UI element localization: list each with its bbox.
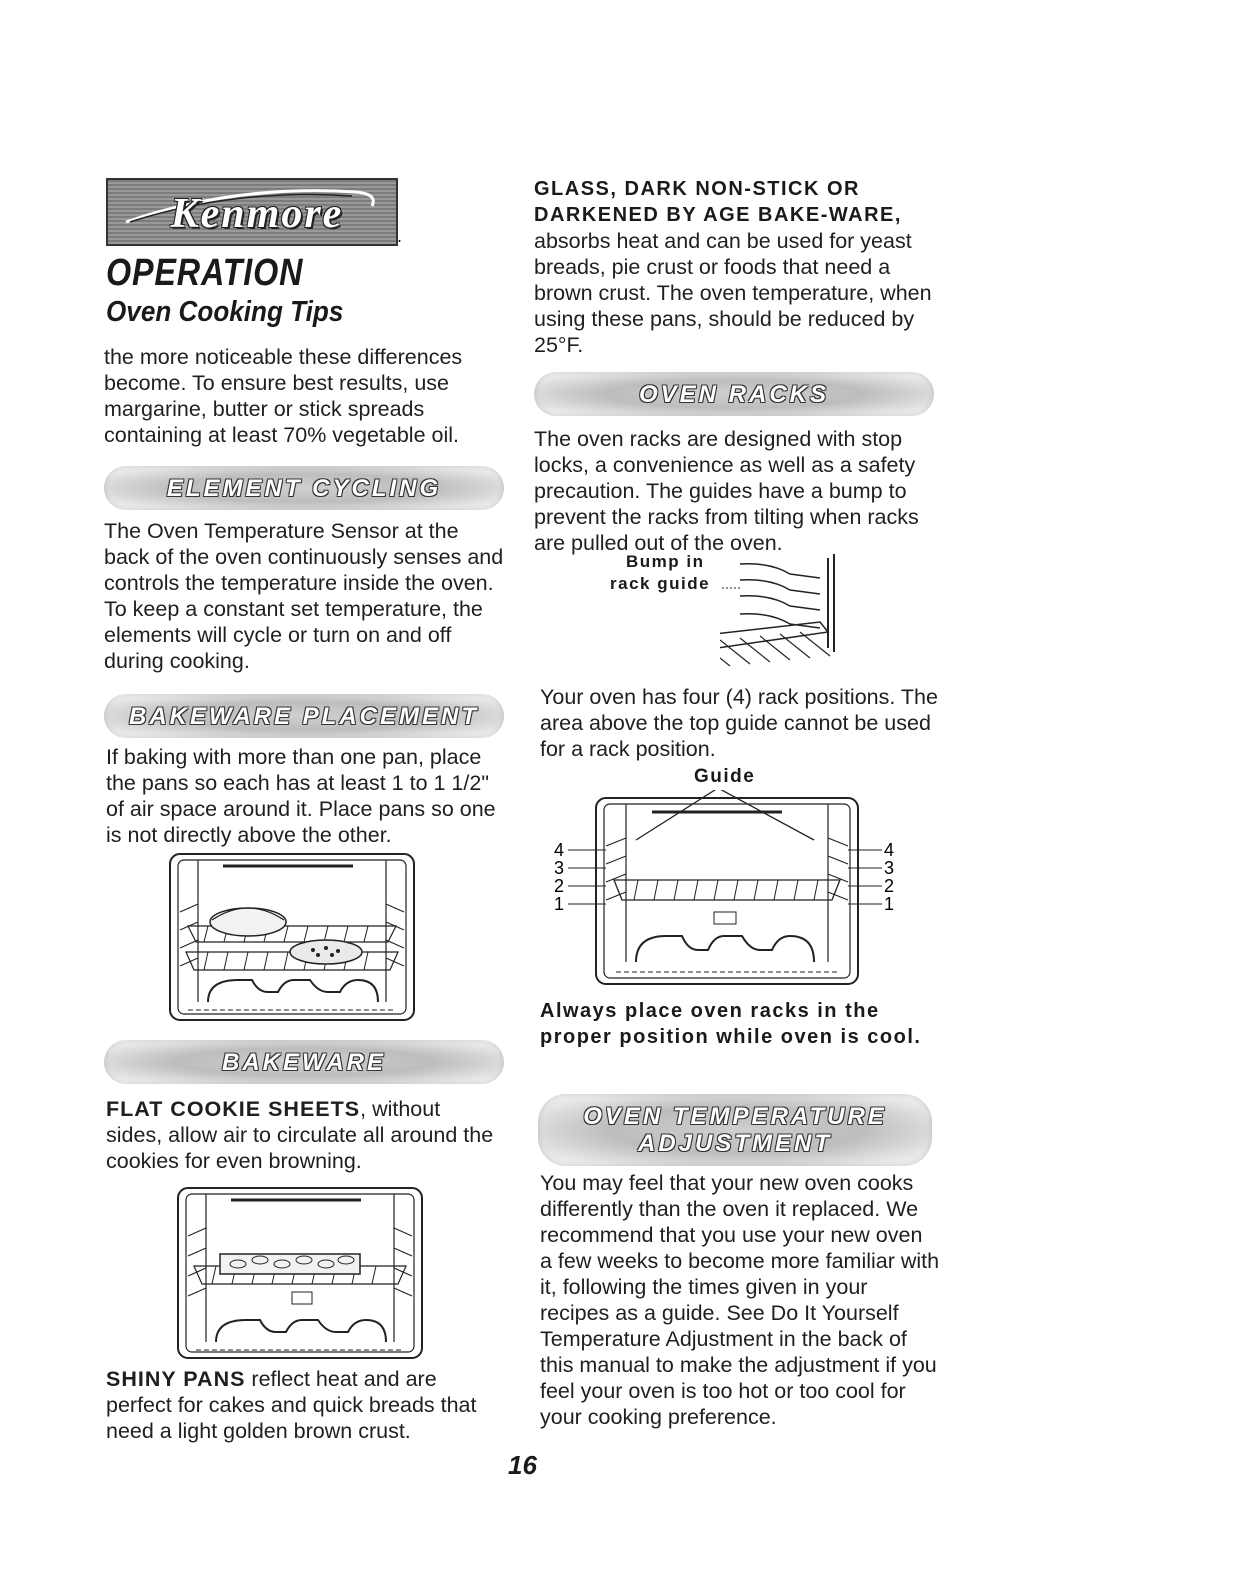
temp-adjust-title	[583, 1103, 887, 1157]
shiny-pans-text: reflect heat and are perfect for cakes and quick breads that need a light golden brown crust.	[106, 1367, 477, 1443]
rack-number-right-3: 3	[884, 858, 895, 878]
temp-adjust-banner	[538, 1094, 932, 1166]
bump-label-line2: rack guide	[610, 574, 711, 593]
rack-number-right-4: 4	[884, 840, 895, 860]
bump-label-line1: Bump in	[626, 552, 705, 571]
rack-number-left-4: 4	[554, 840, 565, 860]
oven-racks-text: The oven racks are designed with stop locks, a convenience as well as a safety precaution. The guides have a bump to prevent the racks from tilting when racks are pulled out of the oven.	[534, 427, 919, 555]
rack-number-right-1: 1	[884, 894, 895, 914]
flat-cookie-sheets-text: , without sides, allow air to circulate all around the cookies for even browning.	[106, 1097, 494, 1173]
glass-bakeware-text: absorbs heat and can be used for yeast breads, pie crust or foods that need a brown crust. The oven temperature, when using these pans, should be reduced by 25°F.	[534, 229, 932, 357]
element-cycling-text: The Oven Temperature Sensor at the back of the oven continuously senses and controls the temperature inside the oven. To keep a constant set temperature, the elements will cycle or turn on and off during cooking.	[104, 519, 504, 673]
glass-bakeware-heading: GLASS, DARK NON-STICK OR DARKENED BY AGE BAKE-WARE,	[534, 178, 902, 226]
rack-number-left-1: 1	[554, 894, 565, 914]
page-subtitle: Oven Cooking Tips	[106, 296, 344, 328]
rack-guide-bump-illustration	[720, 552, 850, 682]
rack-number-left-2: 2	[554, 876, 565, 896]
section-title: OPERATION	[106, 252, 304, 294]
element-cycling-title: ELEMENT CYCLING	[166, 474, 442, 502]
oven-racks-title: OVEN RACKS	[638, 380, 830, 408]
guide-label: Guide	[694, 766, 756, 787]
shiny-pans-label: SHINY PANS	[106, 1367, 246, 1391]
rack-positions-text: Your oven has four (4) rack positions. The area above the top guide cannot be used for a rack position.	[540, 685, 938, 761]
temp-adjust-title-line1: OVEN TEMPERATURE	[583, 1103, 887, 1130]
oven-cookie-sheet-illustration	[176, 1186, 426, 1362]
flat-cookie-sheets-paragraph	[106, 1096, 496, 1174]
rack-positions-diagram	[552, 790, 902, 990]
shiny-pans-paragraph	[106, 1366, 506, 1444]
temp-adjust-text: You may feel that your new oven cooks differently than the oven it replaced. We recommend that you use your new oven a few weeks to become more familiar with it, following the times given in your recipes as a guide. See Do It Yourself Temperature Adjustment in the back of this manual to make the adjustment if you feel your oven is too hot or too cool for your cooking preference.	[540, 1171, 940, 1429]
kenmore-logo	[106, 178, 398, 246]
element-cycling-banner	[104, 466, 504, 510]
logo-dot: .	[397, 226, 403, 246]
rack-number-right-2: 2	[884, 876, 895, 896]
page-number: 16	[508, 1450, 537, 1480]
intro-paragraph: the more noticeable these differences become. To ensure best results, use margarine, butter or stick spreads containing at least 70% vegetable oil.	[104, 345, 463, 447]
bakeware-placement-title: BAKEWARE PLACEMENT	[128, 702, 479, 730]
bakeware-banner	[104, 1040, 504, 1084]
rack-warning: Always place oven racks in the proper position while oven is cool.	[540, 1000, 922, 1048]
flat-cookie-sheets-label: FLAT COOKIE SHEETS	[106, 1097, 361, 1121]
temp-adjust-title-line2: ADJUSTMENT	[637, 1130, 832, 1157]
rack-number-left-3: 3	[554, 858, 565, 878]
bakeware-placement-text: If baking with more than one pan, place the pans so each has at least 1 to 1 1/2" of air space around it. Place pans so one is not directly above the other.	[106, 745, 496, 847]
oven-two-pans-illustration	[168, 852, 418, 1024]
logo-wordmark: Kenmore	[170, 191, 344, 237]
oven-racks-banner	[534, 372, 934, 416]
bakeware-title: BAKEWARE	[221, 1048, 386, 1076]
bakeware-placement-banner	[104, 694, 504, 738]
